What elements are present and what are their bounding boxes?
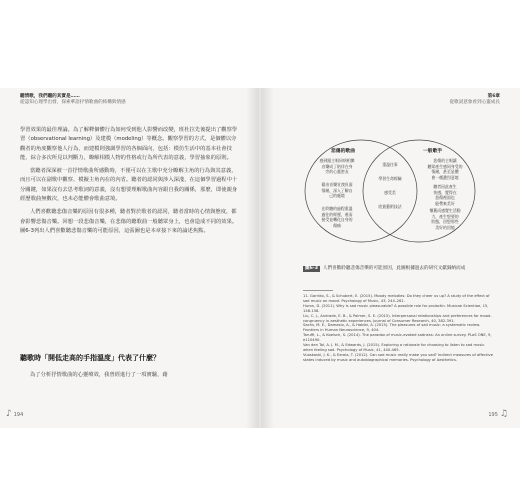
paragraph: 為了分析抒情歌曲的心靈療效，我曾經進行了一項實驗，藉: [30, 372, 168, 378]
paragraph: 學習效果的最佳理論。為了解釋個體行為如何受到他人影響而改變，班杜拉先後提出了觀察學習（observational learning）及建模（modeling）等概念。觀察學習的方式，是個體以旁觀者的角度觀察他人行為，而建模則強調學習的各個面向，包括：模仿生活中的基本社會技能，綜合多次所見以判斷力，瞭解相模人物的性格或行為所代表的意義，學習抽象的原則。: [20, 127, 238, 161]
music-note-icon: ♫: [499, 409, 508, 419]
reference-item: Van den Tol, A. J. M., & Edwards, J. (2015). Exploring a rationale for choosing to listen to sad music when feeling sad. Psychology of Music, 41, 440-465.: [303, 343, 485, 352]
reference-item: Liu, C. J., Andrade, E. B., & Palmer, S. E. (2015). Interpersonal relationships and preferences for mood-congruency in aesthetic experiences. Journal of Consumer Research, 40, 382-391.: [303, 313, 492, 323]
venn-center-item: 欣賞藝術技法: [378, 204, 402, 209]
music-note-icon: ♪: [6, 409, 12, 419]
reference-item: Vuoskoski, J. K., & Eerola, T. (2012). Can sad music really make you sad? Indirect measures of affective states induced by music and autobiographical memories. Psychology of Aesthetics.: [303, 352, 493, 362]
figure-caption: [303, 266, 493, 272]
reference-item: Taruffi, L., & Koelsch, S. (2014). The paradox of music-evoked sadness: An online survey. PLoS ONE, 9, e110490.: [303, 333, 492, 343]
running-header-left: [20, 94, 126, 106]
folio-left: [6, 410, 23, 419]
venn-right-item: 聽者因此產生 快感，覺得在 悲傷裡面也 能帶來美好: [433, 184, 457, 206]
venn-center-item: 學習生命經驗: [378, 176, 402, 181]
folio-right: [488, 410, 508, 419]
chapter-number: 第6章: [487, 94, 500, 99]
venn-center-item: 重溫往事: [382, 162, 398, 167]
section-heading: 聽歌時「開低走高的手指溫度」代表了什麼？: [20, 354, 160, 362]
venn-right-title: 一般歌手: [423, 149, 443, 154]
book-title: 聽情歌，我們聽的其實是……: [20, 94, 80, 99]
reference-item: 11. Garrido, S., & Schubert, E. (2015). Moody melodies: Do they cheer us up? A study of the effect of sad music on mood. Psychology of Music, 43, 244–261.: [303, 294, 490, 303]
book-subtitle: 從認知心理學出發，探索華語抒情歌曲的結構與情感: [20, 100, 126, 105]
page-number: 194: [13, 411, 24, 418]
venn-right-item: 悲傷的主唱讓 聽眾產生感同身受的 情緒，甚至是體 會一種濃烈意境: [427, 158, 463, 180]
footnote-rule: [303, 290, 333, 291]
chapter-title: 從歌詞意象看到心靈成長: [449, 100, 500, 105]
reference-item: Sachs, M. E., Damasio, A., & Habibi, A. (2015). The pleasures of sad music: a systematic review. Frontiers in Human Neuroscience, 9, 404.: [303, 323, 481, 333]
section-body: [20, 371, 238, 380]
venn-left-item: 藉由音樂宣洩負面 情緒，深入了解自 己的處境: [321, 182, 353, 199]
figure-caption-text: 人們喜歡聆聽悲傷音樂的可能原因，此圖根據過去的研究文獻歸納而成: [322, 266, 466, 271]
body-text: [20, 126, 238, 236]
paragraph: 人們喜歡聽悲傷音樂的原因有很多種，聽者對於歌者的認同，聽者當時的心情與態度，都會影響悲傷音樂。回想一段悲傷音樂，在悲傷的聽歌曲一般聽眾身上，也會造成不同的效果。圖6-3列出人們喜歡聽悲傷音樂的可能原因，這張圖也是本章接下來的論述焦點。: [20, 209, 238, 234]
venn-center-item: 感受美: [384, 190, 396, 195]
venn-left-title: 悲傷的歌曲: [331, 149, 355, 154]
figure-label: 圖6-3: [305, 266, 318, 271]
page-number: 195: [488, 411, 498, 418]
venn-left-item: 在聆聽的過程重溫 過往的經歷，進而 接受並轉化自身的 傷痛: [321, 206, 353, 228]
running-header-right: [449, 94, 500, 106]
venn-right-item: 懷舊而感覺生活動 力，產生想要的 狀態，回想那些 美好的回憶: [429, 208, 461, 230]
reference-item: Huron, D. (2011). Why is sad music pleasurable? A possible role for prolactin. Musicae Scientiae, 15, 146-158.: [303, 303, 489, 313]
venn-left-item: 感到跟主唱同病相憐 音樂成了陪伴在身 旁的心靈密友: [319, 158, 355, 175]
venn-diagram: [303, 138, 477, 244]
gutter-shadow: [246, 88, 274, 428]
paragraph: 當聽者深深被一首抒情歌曲所感動時，不僅可以在主歌中充分瞭解主角的行為與其意義，而且可以在副歌中觀察、模擬主角內在的內省。聽者的認同與涉入深淺，在這個學習過程中十分關鍵，如果沒有去思考歌詞的意義，沒有想要理解歌曲內容跟自我的關係，那麼，即使親身經歷歌曲無數次，也未必能體會歌曲意境。: [20, 168, 238, 203]
left-page: [0, 88, 259, 428]
reference-list: [303, 294, 493, 363]
